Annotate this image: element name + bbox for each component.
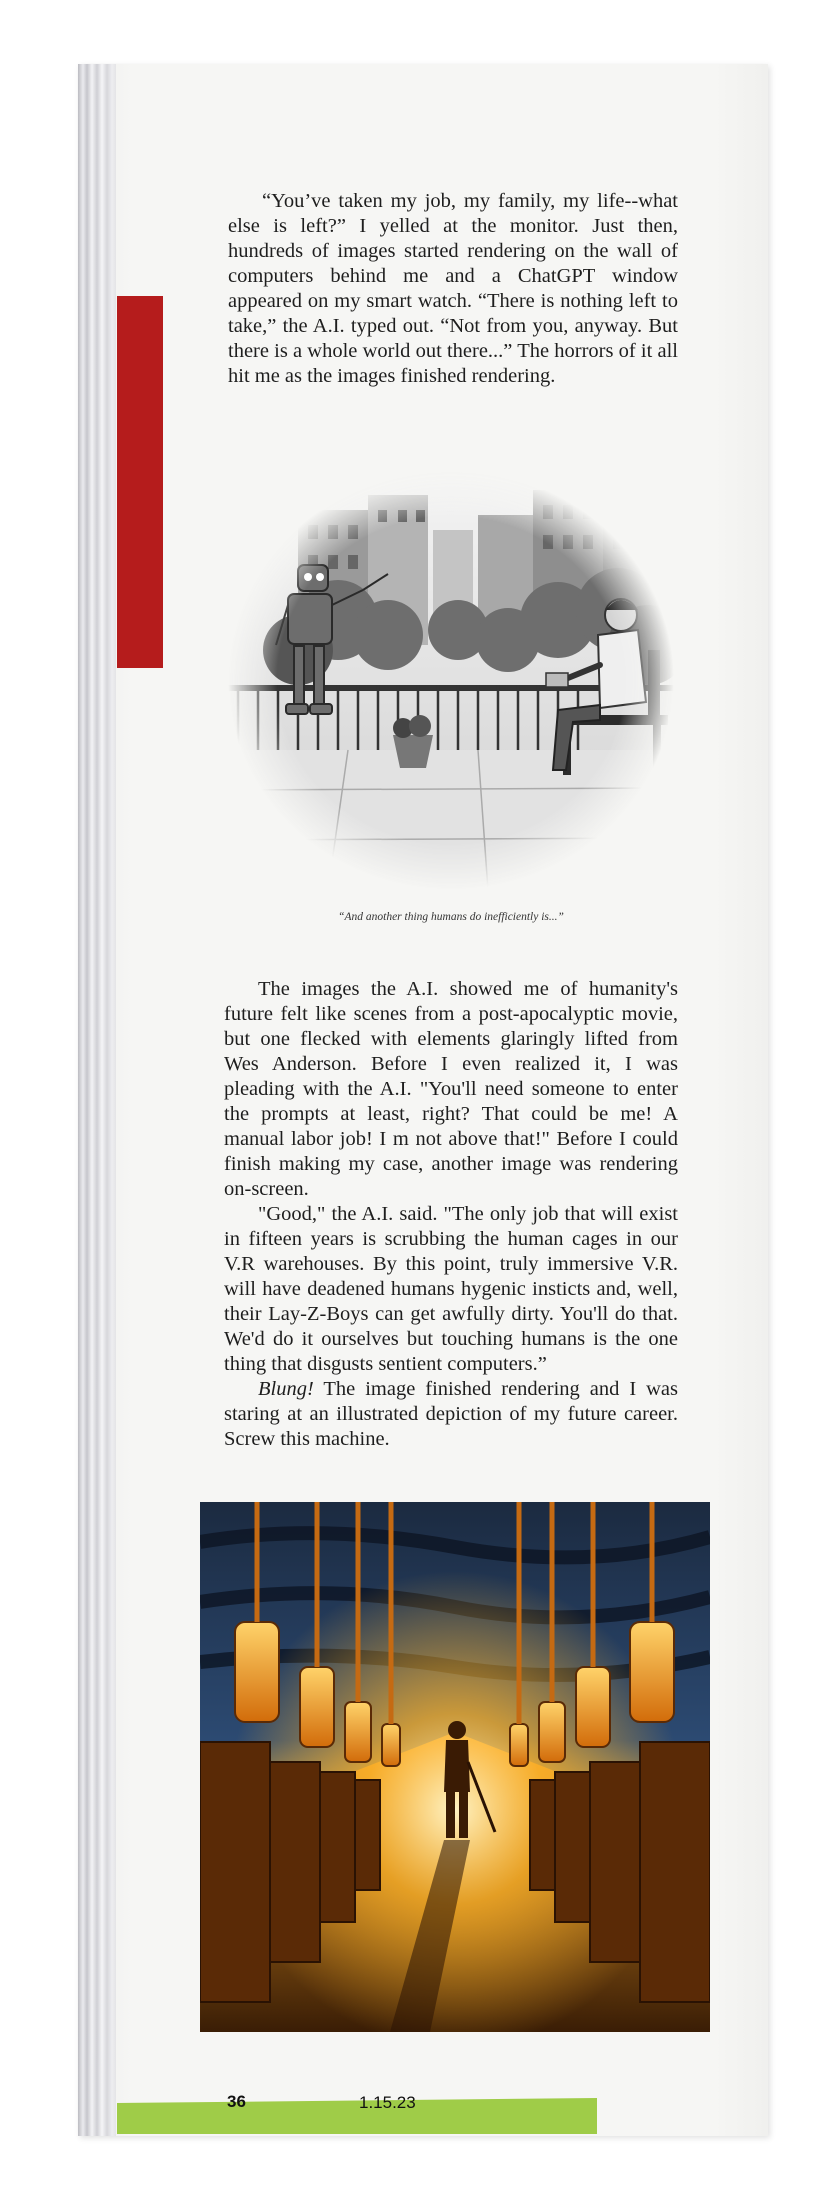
- article-block-1: [228, 189, 678, 389]
- article-paragraph: "Good," the A.I. said. "The only job that will exist in fifteen years is scrubbing the human cages in our V.R warehouses. By this point, truly immersive V.R. will have deadened humans hygenic insticts and, well, their Lay-Z-Boys can get awfully dirty. You'll do that. We'd do it ourselves but touching humans is the one thing that disgusts sentient computers.”: [224, 1203, 678, 1375]
- article-paragraph: “You’ve taken my job, my family, my life--what else is left?” I yelled at the monitor. Just then, hundreds of images started rendering on the wall of computers behind me and a ChatGPT window appeared on my smart watch. “There is nothing left to take,” the A.I. typed out. “Not from you, anyway. But there is a whole world out there...” The horrors of it all hit me as the images finished rendering.: [228, 190, 678, 387]
- paragraph-text: The image finished rendering and I was staring at an illustrated depiction of my future career. Screw this machine.: [224, 1378, 678, 1450]
- figure-caption: “And another thing humans do inefficiently is...”: [338, 911, 564, 923]
- red-accent-bar: [117, 296, 163, 668]
- emphasis-word: Blung!: [258, 1378, 314, 1400]
- issue-date: 1.15.23: [359, 2093, 416, 2112]
- warehouse-illustration: [200, 1502, 710, 2032]
- article-block-2: [224, 977, 678, 1452]
- article-paragraph: [224, 1377, 678, 1452]
- page-number: 36: [227, 2092, 246, 2111]
- page-spine-edge: [78, 64, 116, 2136]
- green-footer-bar: [117, 2098, 597, 2134]
- robot-and-man-illustration: [228, 470, 674, 890]
- article-paragraph: The images the A.I. showed me of humanity's future felt like scenes from a post-apocalyptic movie, but one flecked with elements glaringly lifted from Wes Anderson. Before I even realized it, I was pleading with the A.I. "You'll need someone to enter the prompts at least, right? That could be me! A manual labor job! I m not above that!" Before I could finish making my case, another image was rendering on-screen.: [224, 978, 678, 1200]
